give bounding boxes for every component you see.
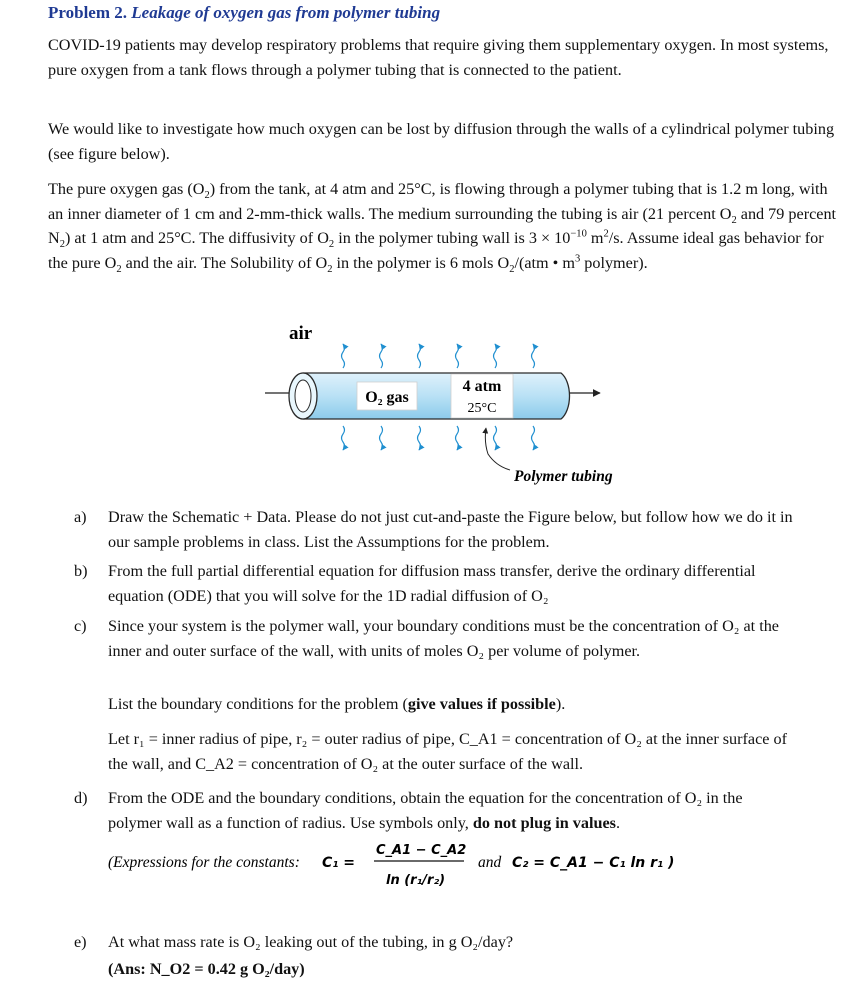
question-c-definitions: Let r₁ = inner radius of pipe, r₂ = outer radius of pipe, C_A1 = concentration of O₂ at the inner surface of the wall, and C_A2 = concentration of O₂ at the outer surface of the wall. [108,730,788,773]
c1-lhs: C₁ = [322,855,356,871]
constants-expressions [108,840,728,900]
question-c-boundary-prompt: List the boundary conditions for the problem (give values if possible). [108,695,566,713]
answer: (Ans: N_O2 = 0.42 g O₂/day) [108,960,305,978]
problem-title: Problem 2. Leakage of oxygen gas from polymer tubing [48,3,441,22]
tubing-label: Polymer tubing [514,468,613,485]
constants-intro: (Expressions for the constants: [108,854,300,871]
diffusion-arrows-down [342,426,535,450]
c1-numerator: C_A1 − C_A2 [376,843,467,858]
temperature-label: 25°C [467,401,497,416]
tubing-figure [255,318,655,493]
gas-label: O₂ gas [365,389,409,406]
problem-subtitle: Leakage of oxygen gas from polymer tubing [131,3,441,22]
c1-denominator: ln (r₁/r₂) [386,873,446,888]
conditions-paragraph: The pure oxygen gas $(O_2)$ from the tank, at 4 atm and 25°C, is flowing through a polymer tubing that is 1.2 m long, with an inner diameter of 1 cm and 2-mm-thick walls. The medium surrounding the tubing is air (21 percent $O_2$ and 79 percent $N_2$) at 1 atm and 25°C. The diffusivity of $O_2$ in the polymer tubing wall is $3 \times 10^{-10}$ $m^2/s$. Assume ideal gas behavior for the pure $O_2$ and the air. The Solubility of $O_2$ in the polymer is 6 mols $O_2/(atm$ • $m^3$ polymer). [48,180,837,275]
and-word: and [478,854,502,871]
tubing-pointer [485,428,510,470]
tube-inner-opening [295,380,311,412]
objective-paragraph: We would like to investigate how much oxygen can be lost by diffusion through the walls of a cylindrical polymer tubing (see figure below). [48,120,835,163]
intro-paragraph: COVID-19 patients may develop respiratory problems that require giving them supplementary oxygen. In most systems, pure oxygen from a tank flows through a polymer tubing that is connected to the patient. [48,36,829,79]
polymer-tube [294,373,569,419]
air-label: air [289,323,313,344]
diffusion-arrows-up [342,344,535,368]
c2-expression: C₂ = C_A1 − C₁ ln r₁ ) [512,855,675,871]
pressure-label: 4 atm [462,378,502,395]
